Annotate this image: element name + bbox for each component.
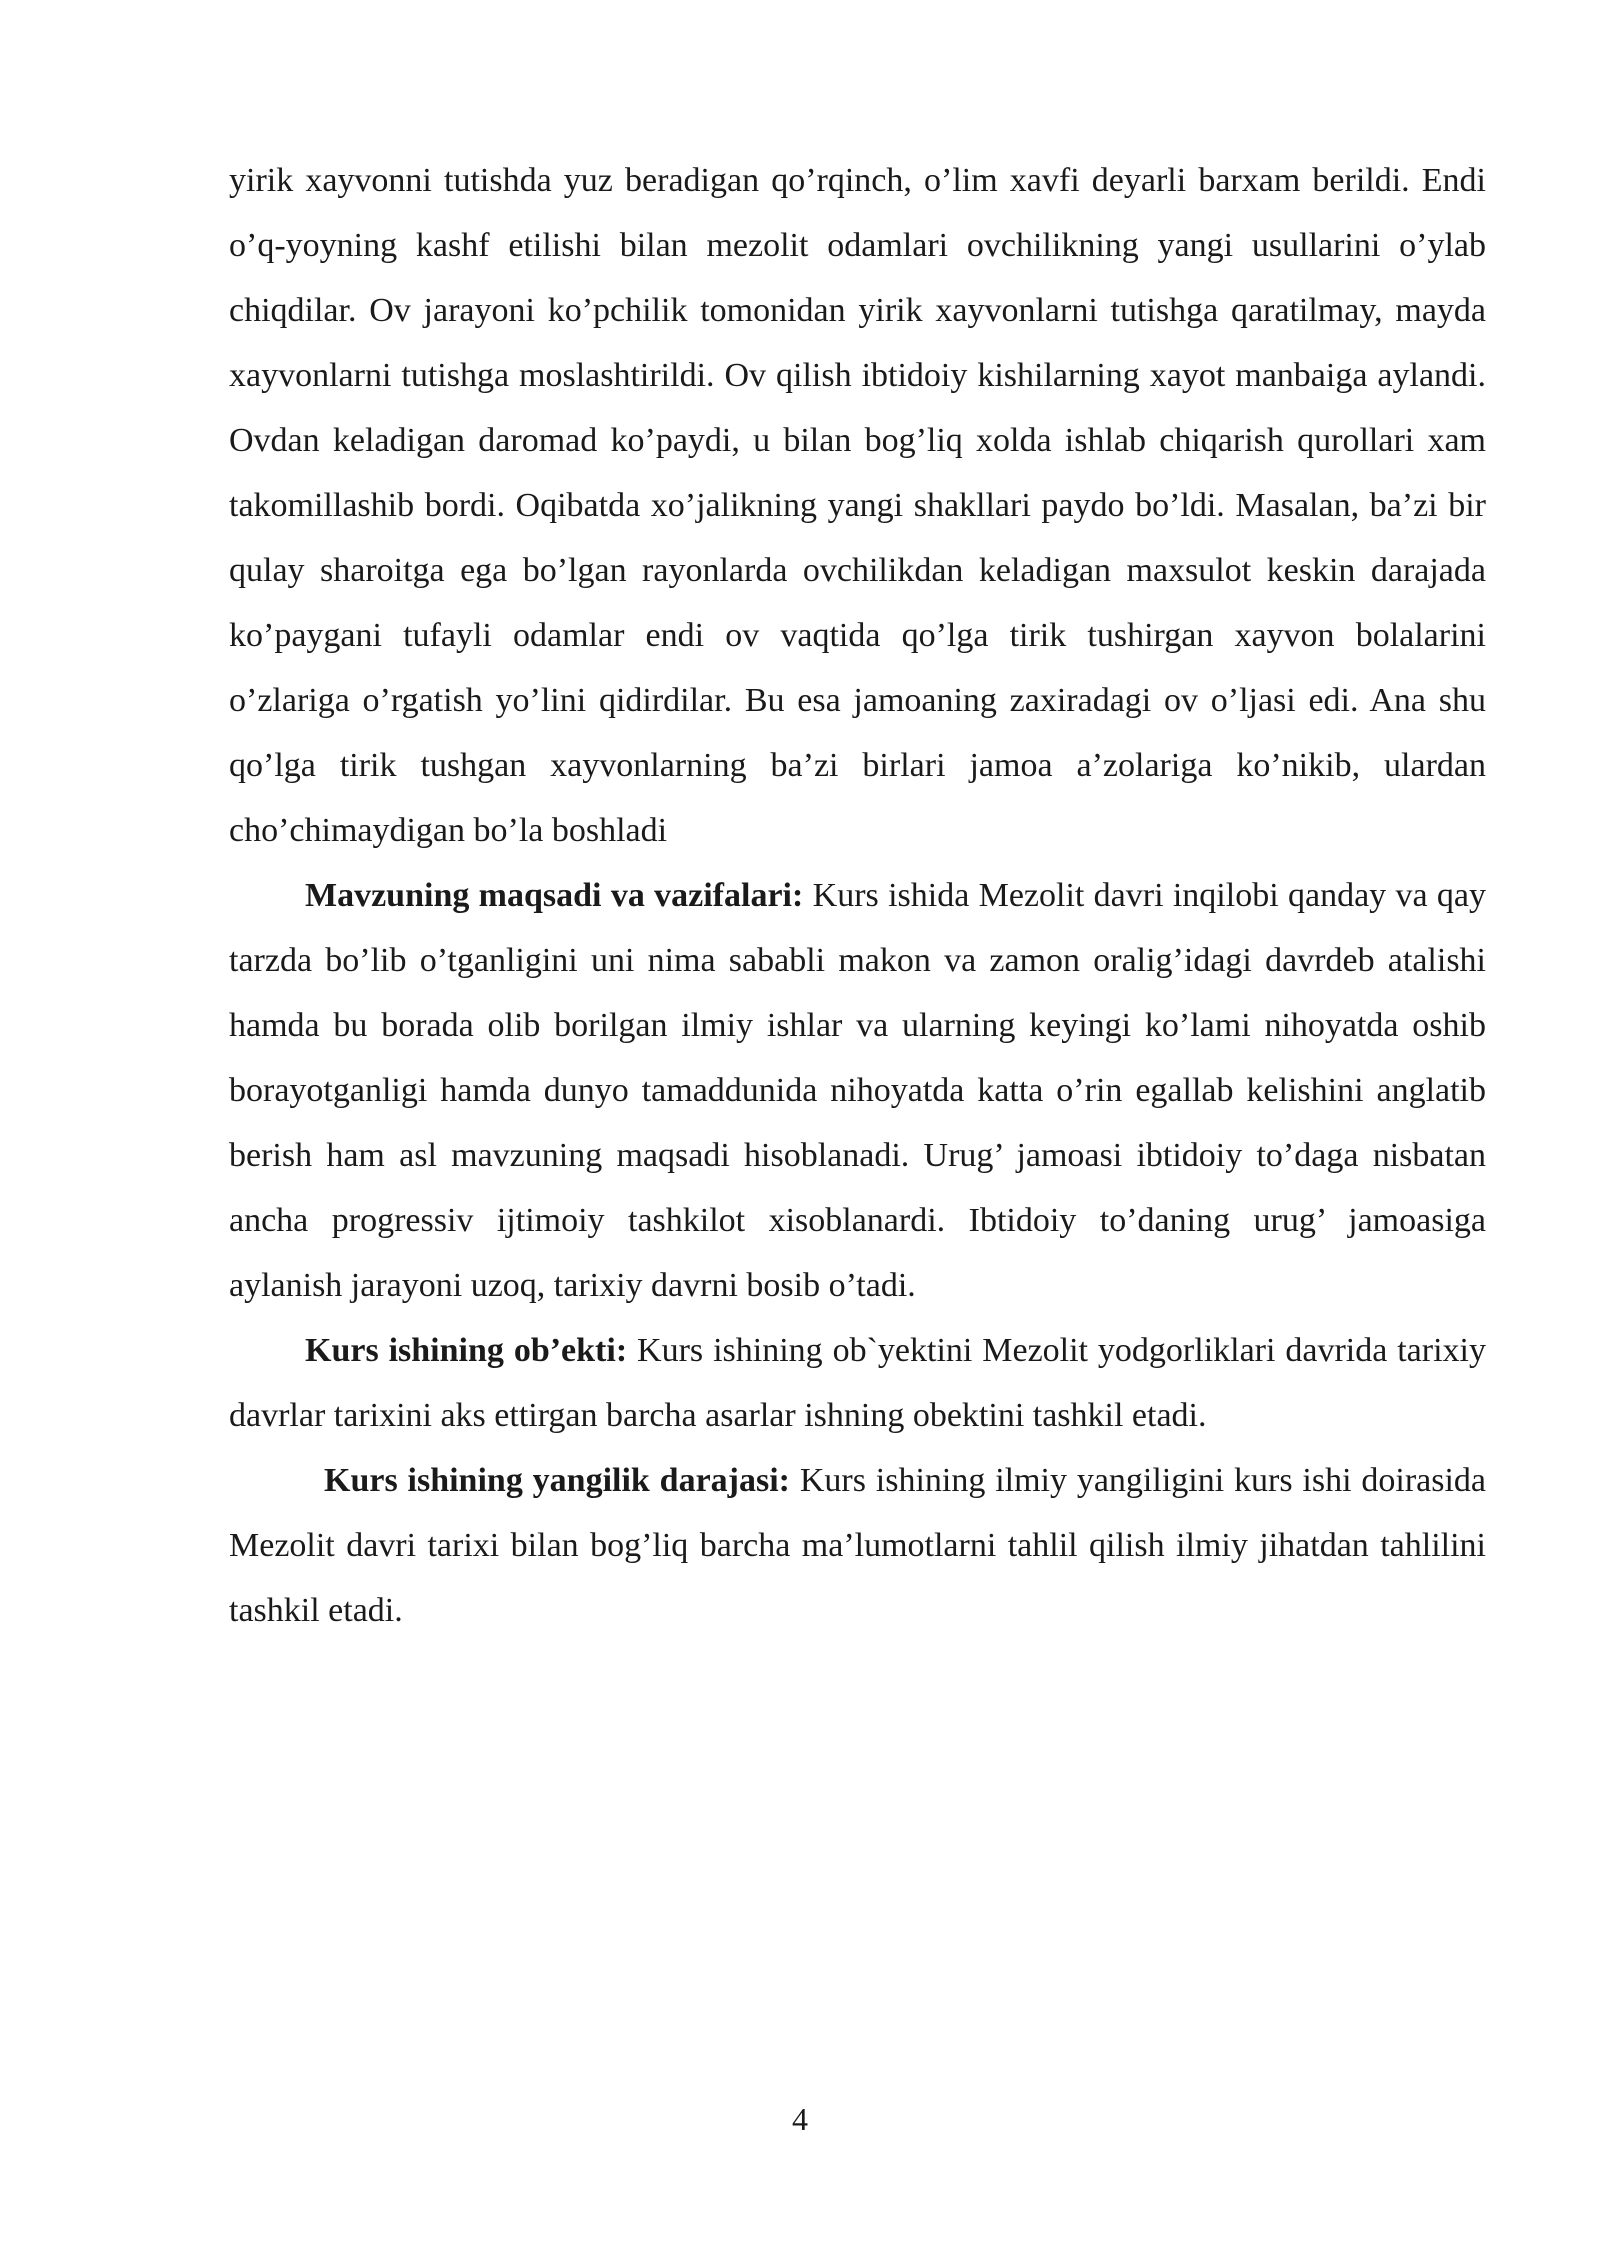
paragraph-ovchilik: yirik xayvonni tutishda yuz beradigan qo’rqinch, o’lim xavfi deyarli barxam berildi. Endi o’q-yoyning kashf etilishi bilan mezolit odamlari ovchilikning yangi usullarini o’ylab chiqdilar. Ov jarayoni ko’pchilik tomonidan yirik xayvonlarni tutishga qaratilmay, mayda xayvonlarni tutishga moslashtirildi. Ov qilish ibtidoiy kishilarning xayot manbaiga aylandi. Ovdan keladigan daromad ko’paydi, u bilan bog’liq xolda ishlab chiqarish qurollari xam takomillashib bordi. Oqibatda xo’jalikning yangi shakllari paydo bo’ldi. Masalan, ba’zi bir qulay sharoitga ega bo’lgan rayonlarda ovchilikdan keladigan maxsulot keskin darajada ko’paygani tufayli odamlar endi ov vaqtida qo’lga tirik tushirgan xayvon bolalarini o’zlariga o’rgatish yo’lini qidirdilar. Bu esa jamoaning zaxiradagi ov o’ljasi edi. Ana shu qo’lga tirik tushgan xayvonlarning ba’zi birlari jamoa a’zolariga ko’nikib, ulardan cho’chimaydigan bo’la boshladi <box>229 162 1486 849</box>
paragraph-yangilik <box>229 1448 1486 1643</box>
heading-obekt: Kurs ishining ob’ekti: <box>305 1332 628 1369</box>
heading-yangilik: Kurs ishining yangilik darajasi: <box>324 1462 790 1499</box>
heading-maqsad: Mavzuning maqsadi va vazifalari: <box>305 877 804 914</box>
text-maqsad: Kurs ishida Mezolit davri inqilobi qanday va qay tarzda bo’lib o’tganligini uni nima sababli makon va zamon oralig’idagi davrdeb atalishi hamda bu borada olib borilgan ilmiy ishlar va ularning keyingi ko’lami nihoyatda oshib borayotganligi hamda dunyo tamaddunida nihoyatda katta o’rin egallab kelishini anglatib berish ham asl mavzuning maqsadi hisoblanadi. Urug’ jamoasi ibtidoiy to’daga nisbatan ancha progressiv ijtimoiy tashkilot xisoblanardi. Ibtidoiy to’daning urug’ jamoasiga aylanish jarayoni uzoq, tarixiy davrni bosib o’tadi. <box>229 877 1486 1304</box>
text-yangilik: Kurs ishining ilmiy yangiligini kurs ishi doirasida Mezolit davri tarixi bilan bog’liq barcha ma’lumotlarni tahlil qilish ilmiy jihatdan tahlilini tashkil etadi. <box>229 1462 1486 1629</box>
text-obekt: Kurs ishining ob`yektini Mezolit yodgorliklari davrida tarixiy davrlar tarixini aks ettirgan barcha asarlar ishning obektini tashkil etadi. <box>229 1332 1486 1434</box>
page-number: 4 <box>792 2101 808 2137</box>
paragraph-obekt <box>229 1318 1486 1448</box>
document-body <box>229 148 1486 1643</box>
paragraph-maqsad <box>229 863 1486 1318</box>
